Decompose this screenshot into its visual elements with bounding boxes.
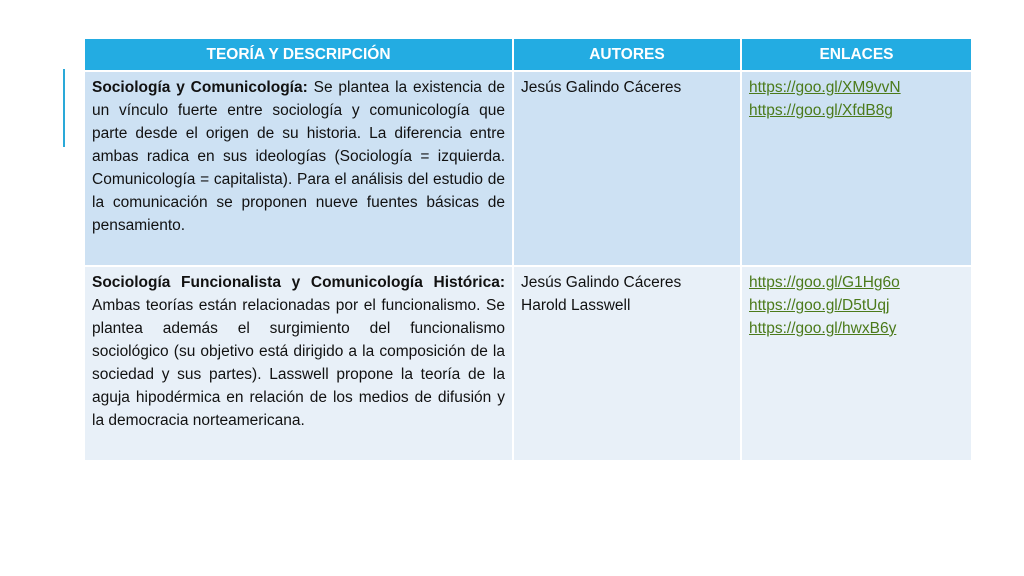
header-autores: AUTORES bbox=[513, 39, 741, 71]
theory-description: Se plantea la existencia de un vínculo fuerte entre sociología y comunicología que parte desde el origen de su historia. La diferencia entre ambas radica en sus ideologías (Sociología = izquierda. Comunicología = capitalista). Para el análisis del estudio de la comunicación se proponen nueve fuentes básicas de pensamiento. bbox=[92, 79, 505, 234]
link-g1hg6o[interactable]: https://goo.gl/G1Hg6o bbox=[749, 274, 900, 291]
authors-cell bbox=[513, 266, 741, 461]
authors-cell bbox=[513, 71, 741, 266]
author-name: Jesús Galindo Cáceres bbox=[521, 79, 682, 96]
theory-description: Ambas teorías están relacionadas por el funcionalismo. Se plantea además el surgimiento del funcionalismo sociológico (su objetivo está dirigido a la composición de la sociedad y sus partes). Lasswell propone la teoría de la aguja hipodérmica en relación de los medios de difusión y la democracia norteamericana. bbox=[92, 297, 505, 429]
theories-table bbox=[85, 39, 971, 462]
link-xm9vvn[interactable]: https://goo.gl/XM9vvN bbox=[749, 79, 901, 96]
theory-cell bbox=[85, 71, 513, 266]
author-name: Harold Lasswell bbox=[521, 297, 631, 314]
theory-title: Sociología Funcionalista y Comunicología Histórica: bbox=[92, 274, 505, 291]
link-d5tuqj[interactable]: https://goo.gl/D5tUqj bbox=[749, 297, 890, 314]
theory-title: Sociología y Comunicología: bbox=[92, 79, 308, 96]
header-enlaces: ENLACES bbox=[741, 39, 971, 71]
table-header-row bbox=[85, 39, 971, 71]
table-row bbox=[85, 71, 971, 266]
table-row bbox=[85, 266, 971, 461]
header-teoria: TEORÍA Y DESCRIPCIÓN bbox=[85, 39, 513, 71]
slide-accent-bar bbox=[63, 69, 65, 147]
link-xfdb8g[interactable]: https://goo.gl/XfdB8g bbox=[749, 102, 893, 119]
author-name: Jesús Galindo Cáceres bbox=[521, 274, 682, 291]
link-hwxb6y[interactable]: https://goo.gl/hwxB6y bbox=[749, 320, 897, 337]
links-cell bbox=[741, 266, 971, 461]
theory-cell bbox=[85, 266, 513, 461]
links-cell bbox=[741, 71, 971, 266]
